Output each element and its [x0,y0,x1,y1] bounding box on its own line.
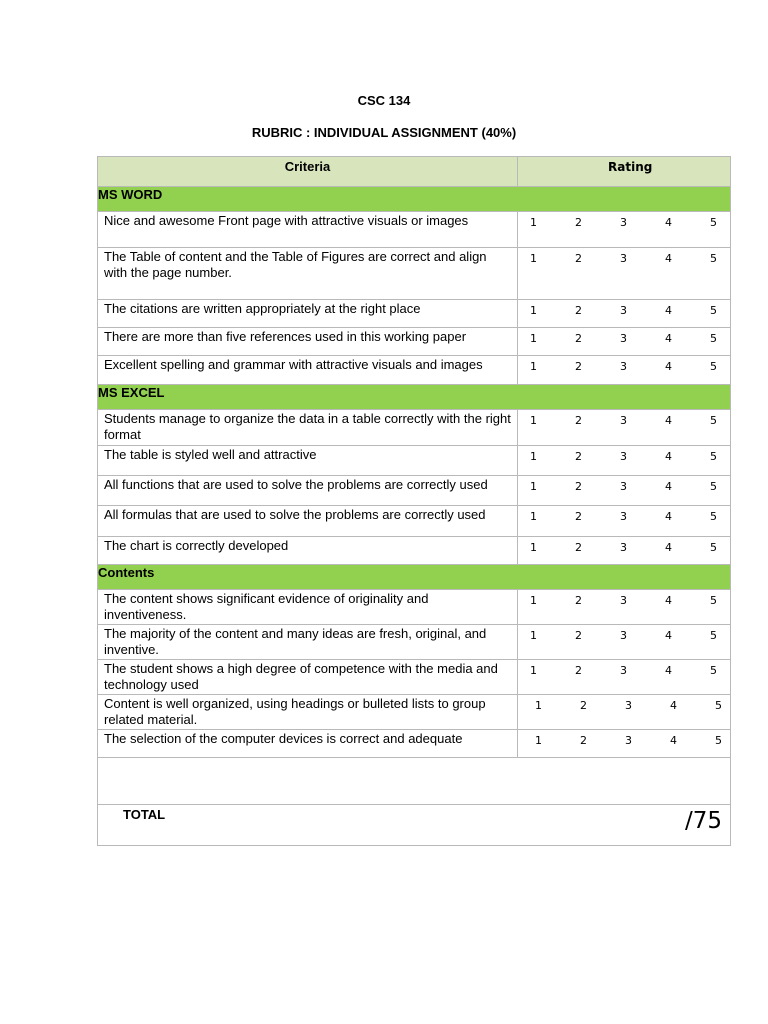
rating-cell [518,212,731,248]
rating-value: 1 [530,450,537,463]
section-row [98,385,731,410]
section-title: Contents [98,565,731,590]
rating-value: 5 [715,699,722,712]
rating-value: 5 [710,450,717,463]
rating-value: 4 [665,629,672,642]
table-row [98,695,731,730]
rating-value: 1 [530,541,537,554]
rating-value: 3 [620,332,627,345]
criterion-text: The table is styled well and attractive [98,446,518,476]
rating-value: 4 [665,541,672,554]
rating-value: 1 [530,332,537,345]
rating-value: 2 [575,304,582,317]
rating-cell [518,476,731,506]
rating-value: 4 [665,414,672,427]
rating-value: 5 [710,594,717,607]
rating-value: 2 [575,450,582,463]
blank-row [98,758,731,805]
rating-value: 1 [530,360,537,373]
section-title: MS WORD [98,187,731,212]
rating-cell [518,590,731,625]
criterion-text: Content is well organized, using headings or bulleted lists to group related material. [98,695,518,730]
rating-value: 2 [575,594,582,607]
rating-cell [518,506,731,537]
rating-value: 3 [625,699,632,712]
rating-value: 4 [665,594,672,607]
rating-value: 3 [620,541,627,554]
rating-cell [518,410,731,446]
document-title: RUBRIC : INDIVIDUAL ASSIGNMENT (40%) [251,125,517,140]
rating-value: 2 [575,332,582,345]
table-row [98,248,731,300]
criterion-text: The chart is correctly developed [98,537,518,565]
rating-value: 4 [665,450,672,463]
rating-value: 2 [575,360,582,373]
rating-value: 4 [665,664,672,677]
criterion-text: Excellent spelling and grammar with attractive visuals and images [98,356,518,385]
table-row [98,212,731,248]
rating-value: 2 [580,699,587,712]
rating-value: 5 [710,541,717,554]
rating-value: 4 [665,216,672,229]
rating-value: 1 [535,734,542,747]
rating-value: 5 [710,414,717,427]
rating-value: 5 [710,304,717,317]
rating-value: 3 [620,450,627,463]
table-row [98,446,731,476]
rating-value: 5 [710,480,717,493]
criterion-text: Nice and awesome Front page with attractive visuals or images [98,212,518,248]
rating-value: 2 [575,664,582,677]
table-row [98,730,731,758]
rating-value: 5 [710,332,717,345]
table-row [98,506,731,537]
rating-cell [518,248,731,300]
rating-header: Rating [608,160,653,174]
rubric-table [97,156,731,846]
rating-value: 1 [535,699,542,712]
rating-value: 4 [665,252,672,265]
criterion-text: The student shows a high degree of competence with the media and technology used [98,660,518,695]
rating-value: 3 [620,414,627,427]
rating-value: 3 [620,360,627,373]
table-row [98,356,731,385]
rating-value: 3 [620,252,627,265]
rating-value: 2 [575,510,582,523]
table-row [98,660,731,695]
section-row [98,187,731,212]
criterion-text: All functions that are used to solve the problems are correctly used [98,476,518,506]
rating-value: 3 [620,304,627,317]
rating-value: 5 [710,216,717,229]
criterion-text: The content shows significant evidence of originality and inventiveness. [98,590,518,625]
rating-value: 5 [710,629,717,642]
criterion-text: The selection of the computer devices is correct and adequate [98,730,518,758]
table-header-row [98,157,731,187]
rating-cell [518,356,731,385]
rating-value: 3 [620,510,627,523]
table-row [98,410,731,446]
rating-value: 4 [665,332,672,345]
table-row [98,300,731,328]
criterion-text: The majority of the content and many ideas are fresh, original, and inventive. [98,625,518,660]
rating-value: 3 [620,216,627,229]
rating-value: 3 [620,629,627,642]
rating-header-cell [518,157,731,187]
total-score: /75 [684,808,722,834]
rating-value: 3 [625,734,632,747]
rating-cell [518,446,731,476]
rating-value: 2 [575,629,582,642]
rating-value: 4 [670,699,677,712]
rating-value: 1 [530,480,537,493]
rating-value: 5 [715,734,722,747]
section-row [98,565,731,590]
rating-cell [518,730,731,758]
rating-value: 5 [710,360,717,373]
blank-cell [98,758,731,805]
rating-value: 4 [670,734,677,747]
criteria-header: Criteria [98,157,518,187]
section-title: MS EXCEL [98,385,731,410]
rating-value: 1 [530,594,537,607]
criterion-text: The citations are written appropriately at the right place [98,300,518,328]
rating-value: 1 [530,304,537,317]
course-code: CSC 134 [357,93,411,108]
rating-value: 1 [530,510,537,523]
rating-value: 4 [665,360,672,373]
criterion-text: The Table of content and the Table of Figures are correct and align with the page number. [98,248,518,300]
rating-value: 5 [710,252,717,265]
rating-value: 2 [575,414,582,427]
rating-value: 2 [575,216,582,229]
rating-value: 1 [530,252,537,265]
rating-cell [518,300,731,328]
rating-value: 5 [710,510,717,523]
total-label: TOTAL [98,805,518,846]
criterion-text: There are more than five references used in this working paper [98,328,518,356]
rating-cell [518,328,731,356]
table-row [98,537,731,565]
rating-value: 1 [530,629,537,642]
table-row [98,476,731,506]
criterion-text: Students manage to organize the data in a table correctly with the right format [98,410,518,446]
rating-value: 1 [530,216,537,229]
rating-value: 3 [620,664,627,677]
rating-value: 2 [575,541,582,554]
table-row [98,590,731,625]
criterion-text: All formulas that are used to solve the problems are correctly used [98,506,518,537]
table-row [98,625,731,660]
rating-value: 4 [665,510,672,523]
total-score-cell [518,805,731,846]
rating-value: 4 [665,480,672,493]
rating-value: 2 [580,734,587,747]
rating-cell [518,695,731,730]
total-row [98,805,731,846]
rating-value: 3 [620,480,627,493]
rating-value: 1 [530,664,537,677]
rating-cell [518,660,731,695]
rating-value: 2 [575,480,582,493]
rating-cell [518,625,731,660]
table-row [98,328,731,356]
rating-value: 3 [620,594,627,607]
rating-value: 4 [665,304,672,317]
rating-value: 1 [530,414,537,427]
rating-cell [518,537,731,565]
rating-value: 2 [575,252,582,265]
rating-value: 5 [710,664,717,677]
